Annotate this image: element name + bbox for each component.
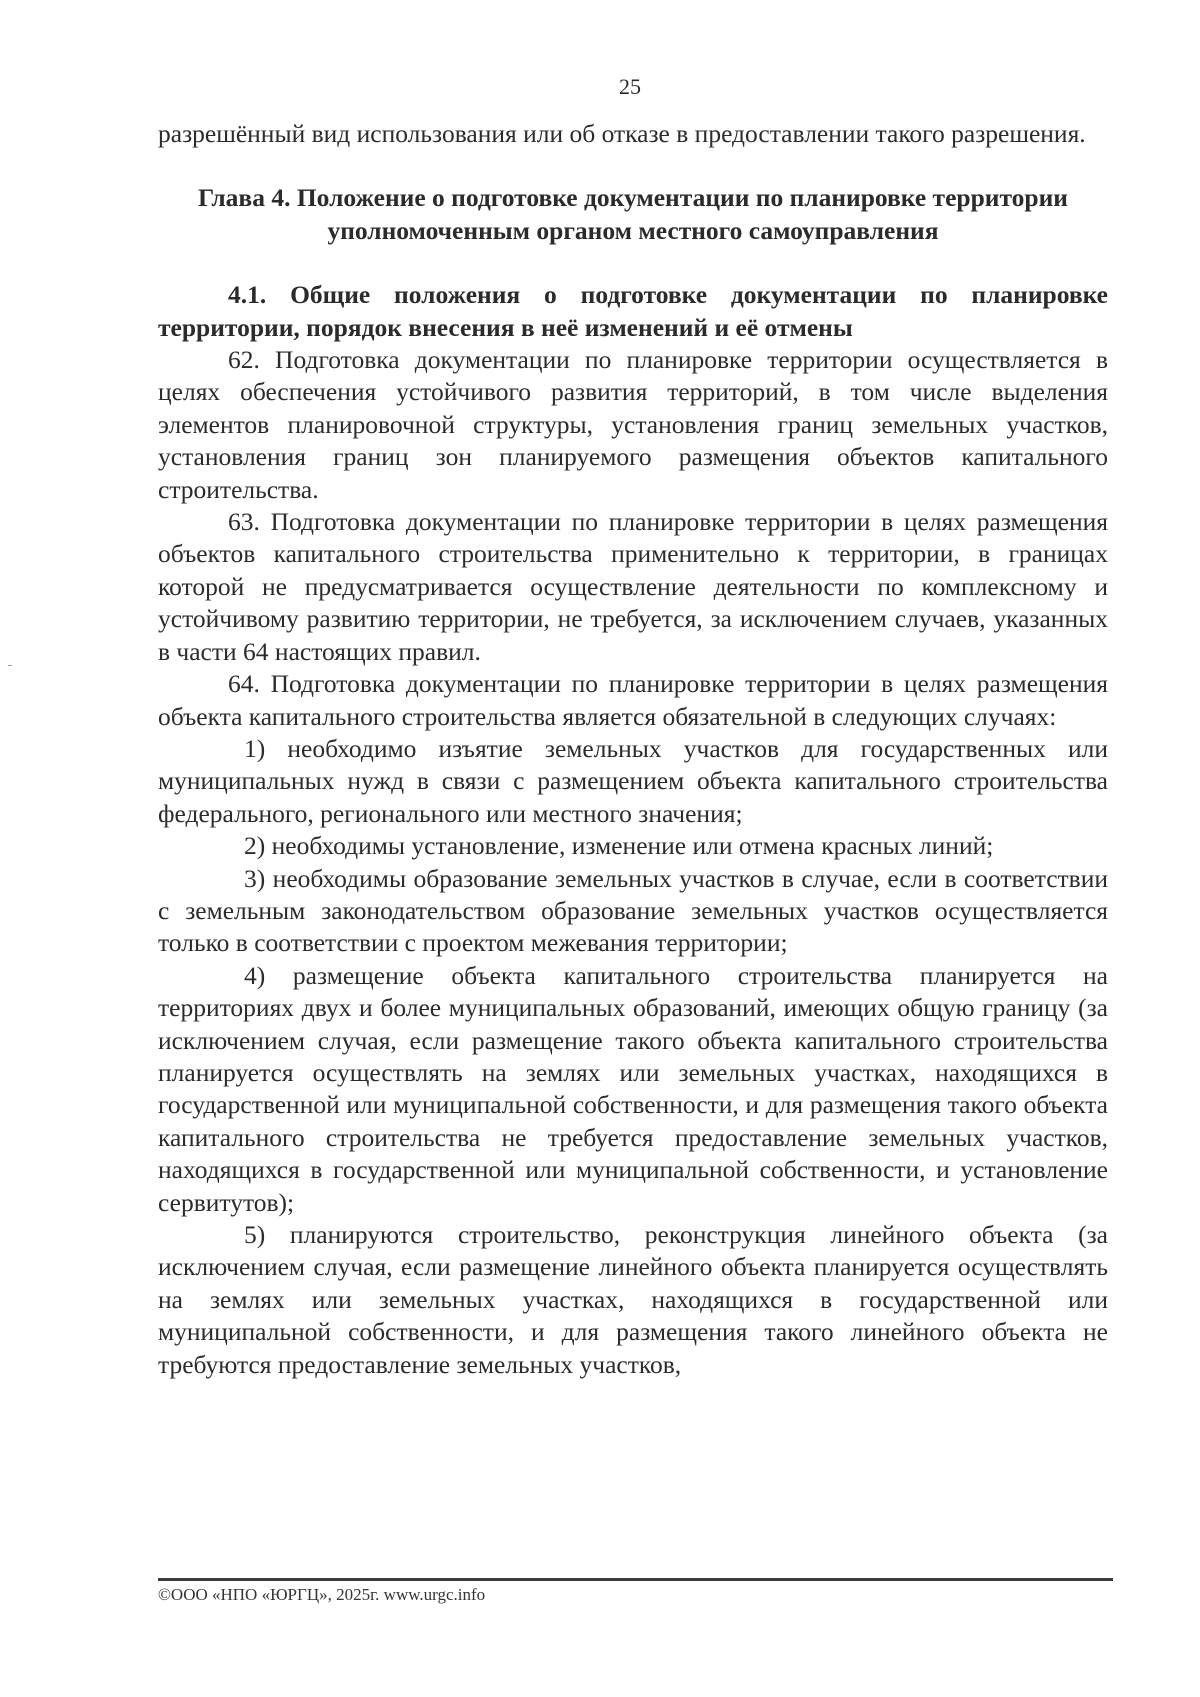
chapter-heading: Глава 4. Положение о подготовке документации по планировке территории уполномоченным органом местного самоуправления [198,183,1068,245]
paragraph-63: 63. Подготовка документации по планировке территории в целях размещения объектов капитального строительства применительно к территории, в границах которой не предусматривается осуществление деятельности по комплексному и устойчивому развитию территории, не требуется, за исключением случаев, указанных в части 64 настоящих правил. [158,507,1108,666]
document-body [158,118,1108,1381]
section-heading: 4.1. Общие положения о подготовке документации по планировке территории, порядок внесения в неё изменений и её отмены [158,280,1108,342]
list-item-3: 3) необходимы образование земельных участков в случае, если в соответствии с земельным законодательством образование земельных участков осуществляется только в соответствии с проектом межевания территории; [158,863,1108,958]
list-item-2: 2) необходимы установление, изменение или отмена красных линий; [244,831,994,861]
list-item-5: 5) планируются строительство, реконструкция линейного объекта (за исключением случая, если размещение линейного объекта планируется осуществлять на землях или земельных участках, находящихся в государственной или муниципальной собственности, и для размещения такого линейного объекта не требуются предоставление земельных участков, [158,1220,1108,1379]
intro-paragraph: разрешённый вид использования или об отказе в предоставлении такого разрешения. [158,119,1086,148]
paragraph-64: 64. Подготовка документации по планировке территории в целях размещения объекта капитального строительства является обязательной в следующих случаях: [158,669,1108,731]
page-number: 25 [619,74,641,99]
scan-margin-mark [8,665,12,666]
list-item-4: 4) размещение объекта капитального строительства планируется на территориях двух и более муниципальных образований, имеющих общую границу (за исключением случая, если размещение такого объекта капитального строительства планируется осуществлять на землях или земельных участках, находящихся в государственной или муниципальной собственности, и для размещения такого объекта капитального строительства не требуется предоставление земельных участков, находящихся в государственной или муниципальной собственности, и установление сервитутов); [158,960,1108,1217]
footer-divider [158,1578,1113,1581]
footer-copyright: ©ООО «НПО «ЮРГЦ», 2025г. www.urgc.info [158,1585,486,1604]
paragraph-62: 62. Подготовка документации по планировке территории осуществляется в целях обеспечения устойчивого развития территорий, в том числе выделения элементов планировочной структуры, установления границ земельных участков, установления границ зон планируемого размещения объектов капитального строительства. [158,345,1108,504]
list-item-1: 1) необходимо изъятие земельных участков для государственных или муниципальных нужд в связи с размещением объекта капитального строительства федерального, регионального или местного значения; [158,733,1108,828]
